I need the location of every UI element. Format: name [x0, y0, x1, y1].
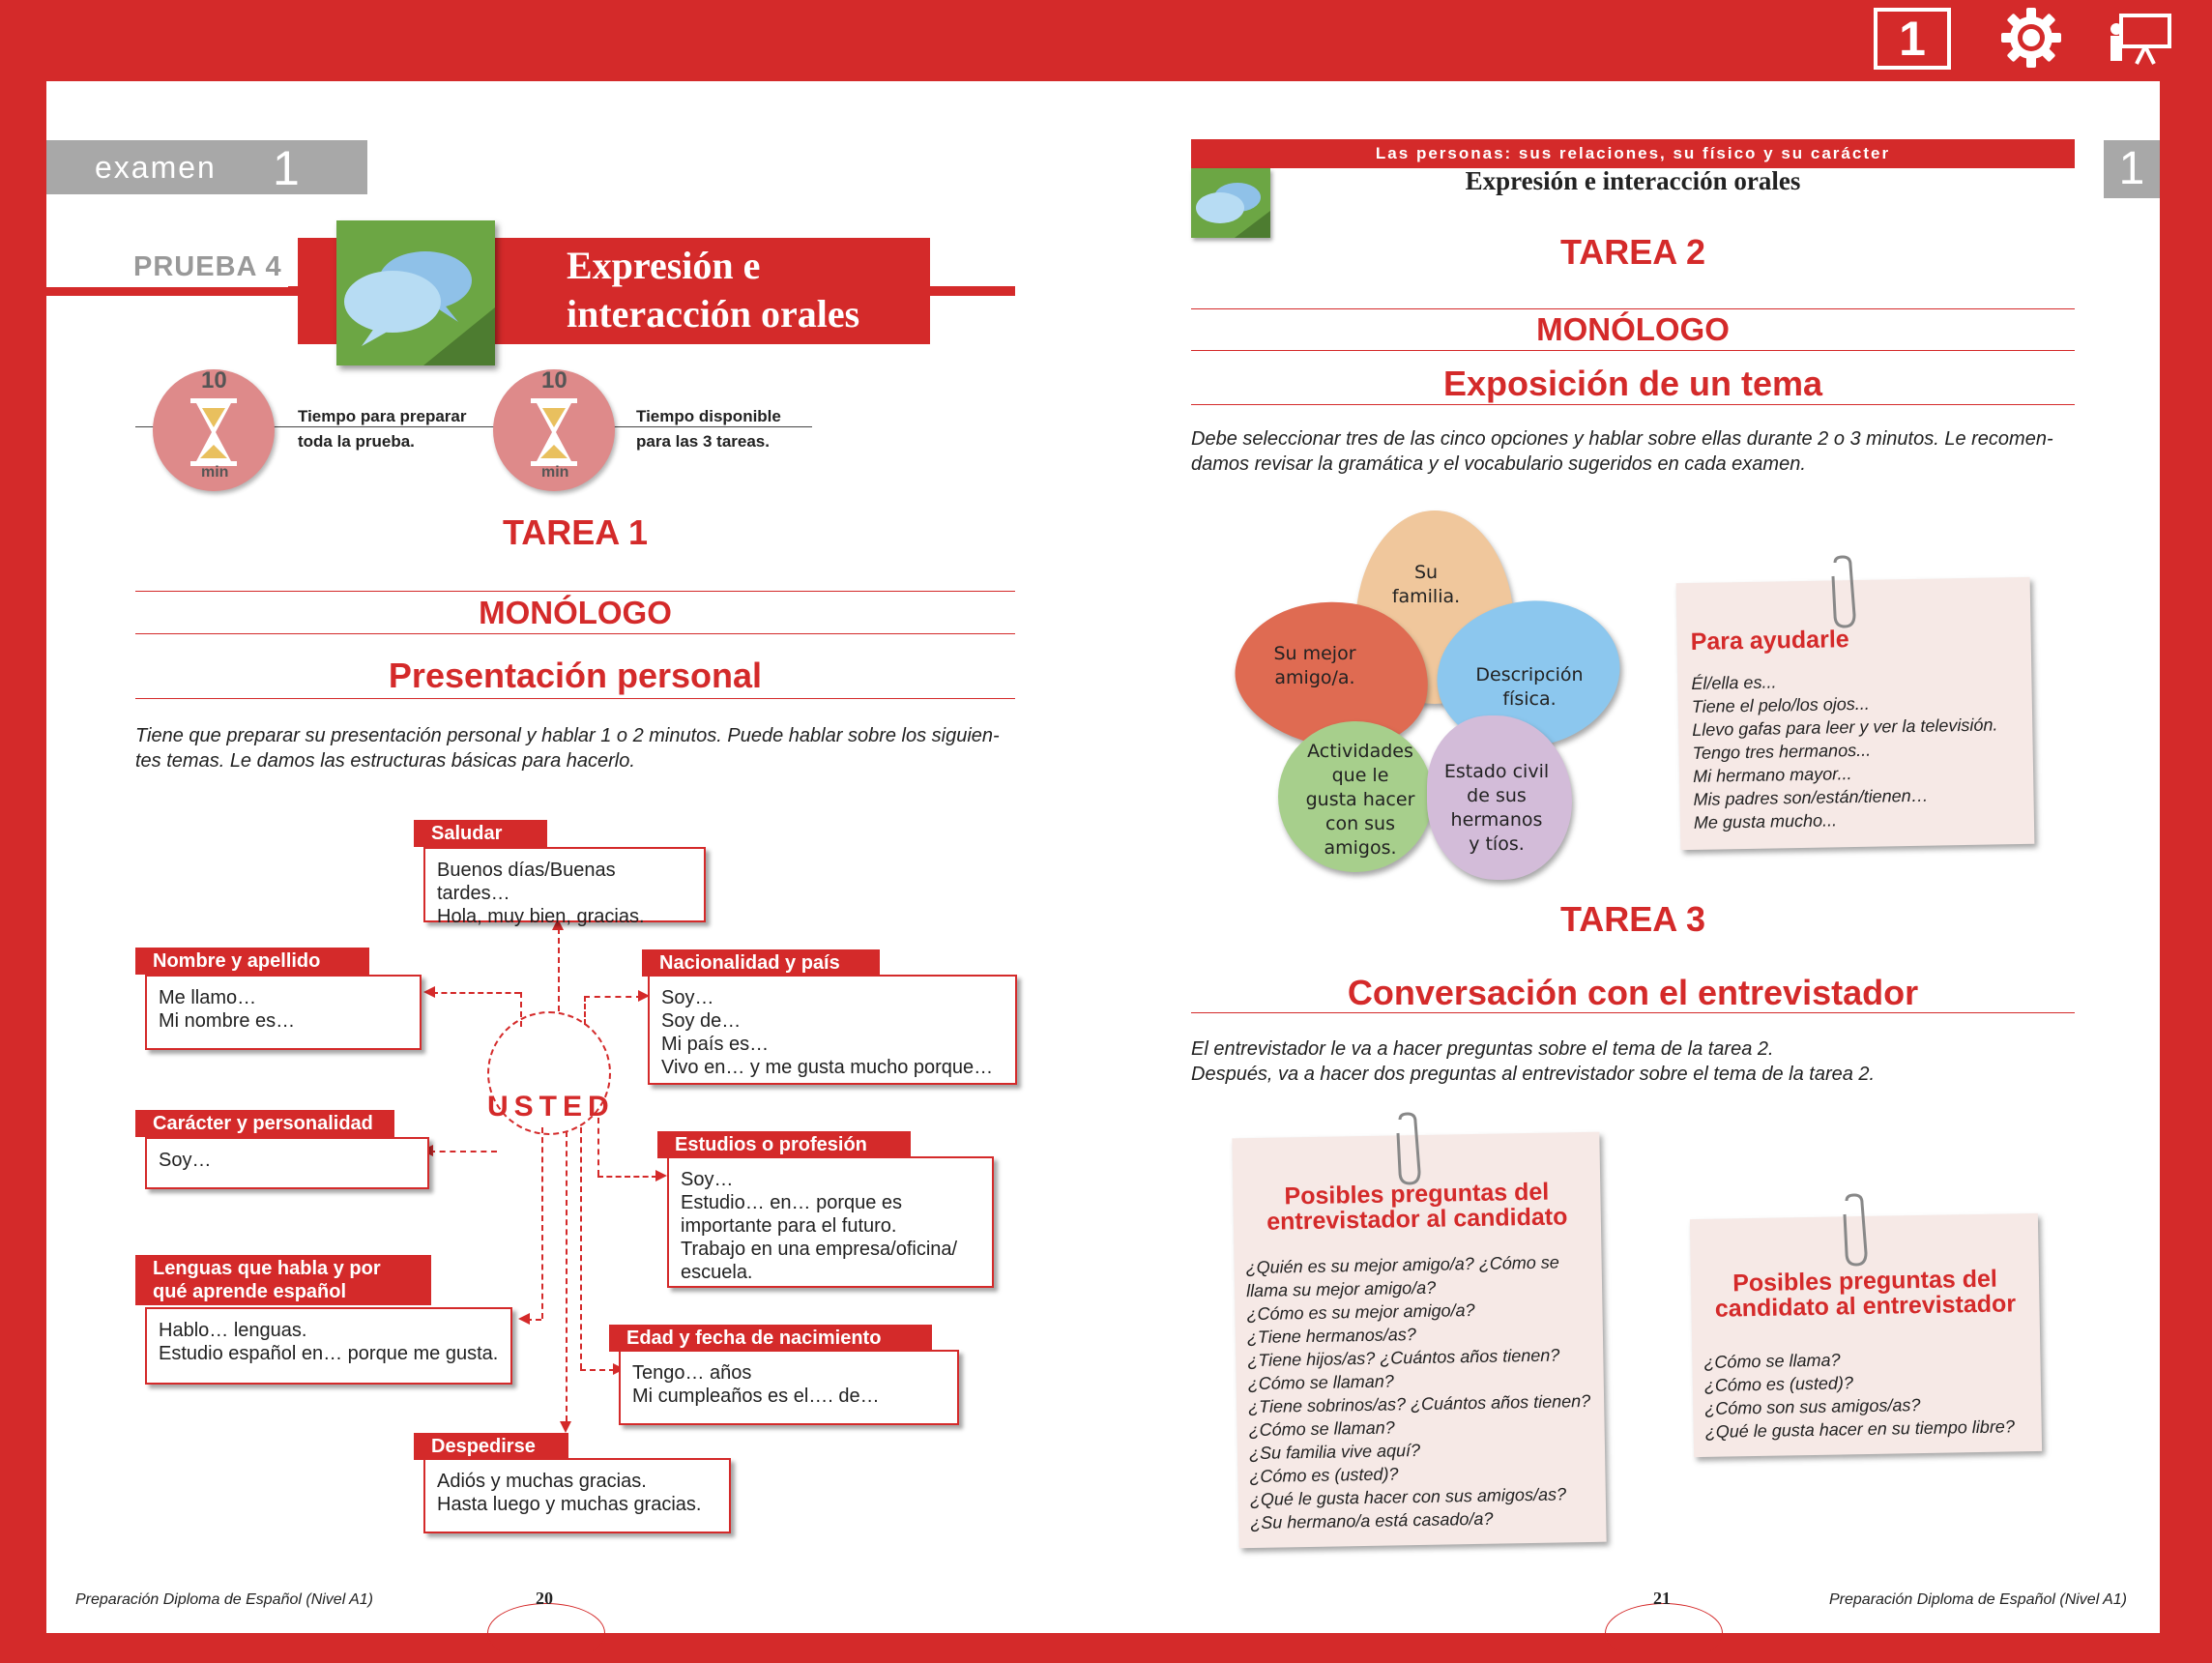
- edad-label: Edad y fecha de nacimiento: [609, 1325, 932, 1352]
- section-title: Expresión e interacción orales: [567, 244, 860, 336]
- gear-icon[interactable]: [1999, 6, 2063, 70]
- edad-box: Tengo… años Mi cumpleaños es el…. de…: [619, 1350, 959, 1425]
- subbanner-title: Expresión e interacción orales: [1465, 166, 1801, 195]
- preguntas-entrevistador-note: Posibles preguntas del entrevistador al candidato ¿Quién es su mejor amigo/a? ¿Cómo se llama su mejor amigo/a? ¿Cómo es su mejor amigo/a? ¿Tiene hermanos/as? ¿Tiene hijos/as? ¿Cuántos años tienen? ¿Cómo se llaman? ¿Tiene sobrinos/as? ¿Cuántos años tienen? ¿Cómo se llaman? ¿Su familia vive aquí? ¿Cómo es (usted)? ¿Qué le gusta hacer con sus amigos/as? ¿Su hermano/a está casado/a?: [1232, 1132, 1606, 1549]
- lenguas-box: Hablo… lenguas. Estudio español en… porque me gusta.: [145, 1307, 512, 1385]
- intro2-text: Debe seleccionar tres de las cinco opciones y hablar sobre ellas durante 2 o 3 minutos. Le recomen- damos revisar la gramática y el vocabulario sugeridos en cada examen.: [1191, 428, 2053, 475]
- page-number-right: 21: [1653, 1589, 1671, 1608]
- paperclip-icon: [1837, 1193, 1876, 1270]
- tarea-2-title: TAREA 2: [1559, 232, 1705, 272]
- caracter-box: Soy…: [145, 1137, 429, 1189]
- despedirse-label: Despedirse: [414, 1433, 568, 1460]
- presentation-icon[interactable]: [2108, 10, 2175, 66]
- conversacion-heading: Conversación con el entrevistador: [1347, 973, 1919, 1012]
- petal-estado-text: Estado civil de sus hermanos y tíos.: [1443, 761, 1550, 855]
- petal-familia-text: Su familia.: [1391, 562, 1461, 607]
- side-exam-number: 1: [2104, 140, 2160, 198]
- right-footer: Preparación Diploma de Español (Nivel A1): [1829, 1591, 2127, 1608]
- hourglass-icon: 10 min: [153, 369, 275, 491]
- paperclip-icon: [1390, 1112, 1429, 1189]
- saludar-label: Saludar: [414, 820, 547, 847]
- saludar-box: Buenos días/Buenas tardes… Hola, muy bien, gracias.: [423, 847, 706, 922]
- preguntas-candidato-note: Posibles preguntas del candidato al entrevistador ¿Cómo se llama? ¿Cómo es (usted)? ¿Cómo son sus amigos/as? ¿Qué le gusta hacer en su tiempo libre?: [1690, 1213, 2042, 1457]
- petal-amigo-text: Su mejor amigo/a.: [1273, 643, 1356, 688]
- hourglass-icon: 10 min: [493, 369, 615, 491]
- para-ayudarle-note: Para ayudarle Él/ella es... Tiene el pelo/los ojos... Llevo gafas para leer y ver la televisión. Tengo tres hermanos... Mi hermano mayor... Mis padres son/están/tienen… Me gusta mucho...: [1676, 577, 2035, 850]
- estudios-box: Soy… Estudio… en… porque es importante para el futuro. Trabajo en una empresa/oficina/ escuela.: [667, 1156, 994, 1288]
- monologo-label-2: MONÓLOGO: [1536, 311, 1730, 347]
- intro3-text: El entrevistador le va a hacer preguntas sobre el tema de la tarea 2. Después, va a hacer dos preguntas al entrevistador sobre el tema de la tarea 2.: [1191, 1038, 1876, 1085]
- left-footer: Preparación Diploma de Español (Nivel A1): [75, 1591, 373, 1608]
- lenguas-label: Lenguas que habla y por qué aprende español: [135, 1255, 431, 1305]
- petal-descripcion-text: Descripción física.: [1475, 664, 1584, 710]
- despedirse-box: Adiós y muchas gracias. Hasta luego y muchas gracias.: [423, 1458, 731, 1533]
- nacionalidad-box: Soy… Soy de… Mi país es… Vivo en… y me gusta mucho porque…: [648, 975, 1017, 1085]
- caracter-label: Carácter y personalidad: [135, 1110, 394, 1137]
- tarea-1-title: TAREA 1: [502, 512, 648, 552]
- nombre-label: Nombre y apellido: [135, 948, 369, 975]
- estudios-label: Estudios o profesión: [657, 1131, 911, 1158]
- monologo-label: MONÓLOGO: [479, 595, 672, 630]
- timer-prep-text: Tiempo para preparar toda la prueba.: [298, 407, 467, 451]
- nacionalidad-label: Nacionalidad y país: [642, 949, 880, 977]
- exam-number: 1: [273, 141, 300, 195]
- page-number-left: 20: [536, 1589, 553, 1608]
- topic-banner: Las personas: sus relaciones, su físico y su carácter: [1191, 139, 2075, 168]
- paperclip-icon: [1825, 555, 1864, 632]
- presentacion-heading: Presentación personal: [388, 656, 763, 695]
- timer-available-text: Tiempo disponible para las 3 tareas.: [636, 407, 781, 451]
- tarea-3-title: TAREA 3: [1559, 899, 1705, 939]
- intro-text: Tiene que preparar su presentación personal y hablar 1 o 2 minutos. Puede hablar sobre los siguien- tes temas. Le damos las estructuras básicas para hacerlo.: [135, 725, 1000, 772]
- exam-label: examen: [95, 150, 217, 185]
- nombre-box: Me llamo… Mi nombre es…: [145, 975, 422, 1050]
- exposicion-heading: Exposición de un tema: [1442, 364, 1823, 403]
- usted-label: USTED: [487, 1091, 615, 1123]
- prueba-label: PRUEBA 4: [133, 251, 282, 282]
- page-indicator-button[interactable]: 1: [1874, 8, 1951, 70]
- petal-actividades-text: Actividades que le gusta hacer con sus amigos.: [1305, 741, 1415, 859]
